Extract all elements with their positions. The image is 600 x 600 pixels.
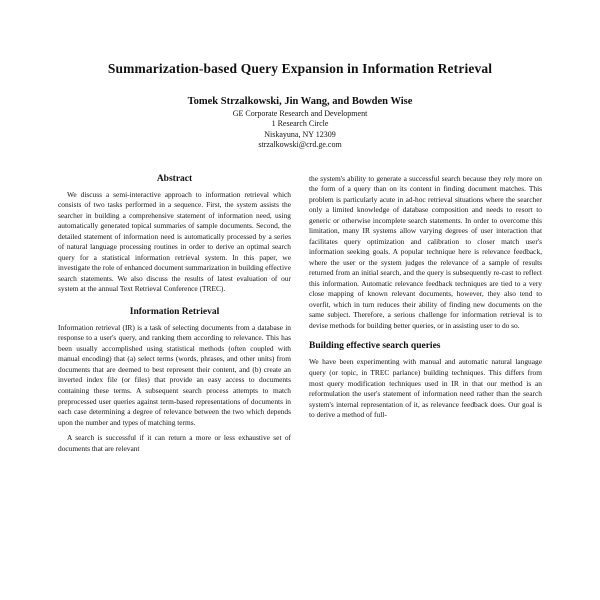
continuation-paragraph: the system's ability to generate a successful search because they rely more on the form of a query than on its content in finding document matches. This problem is particularly acute in ad-hoc retrieval situations where the searcher only a limited knowledge of database composition and needs to resort to generic or otherwise incomplete search statements. In order to overcome this limitation, many IR systems allow varying degrees of user interaction that facilitates query optimization and calibration to closer match user's information seeking goals. A popular technique here is relevance feedback, where the user or the system judges the relevance of a sample of results returned from an initial search, and the query is subsequently re-cast to reflect this information. Automatic relevance feedback techniques are tied to a very close mapping of known relevant documents, however, they also tend to overfit, which in turn reduces their ability of finding new documents on the same subject. Therefore, a serious challenge for information retrieval is to devise methods for building better queries, or in assisting user to do so. (309, 173, 542, 330)
affiliation-block (58, 109, 542, 151)
abstract-paragraph: We discuss a semi-interactive approach to information retrieval which consists of two tasks performed in a sequence. First, the system assists the searcher in building a comprehensive statement of information need, using automatically generated topical summaries of sample documents. Second, the detailed statement of information need is automatically processed by a series of natural language processing routines in order to derive an optimal search query for a statistical information retrieval system. In this paper, we investigate the role of enhanced document summarization in building effective search statements. We also discuss the results of latest evaluation of our system at the annual Text Retrieval Conference (TREC). (58, 189, 291, 294)
information-retrieval-paragraph-2: A search is successful if it can return a more or less exhaustive set of documents that are relevant (58, 433, 291, 453)
information-retrieval-paragraph-1: Information retrieval (IR) is a task of selecting documents from a database in response to a user's query, and ranking them according to relevance. This has been usually accomplished using statistical methods (often coupled with manual encoding) that (a) select terms (words, phrases, and other units) from documents that are deemed to best represent their content, and (b) create an inverted index file (or files) that provide an easy access to documents containing these terms. A subsequent search process attempts to match preprocessed user queries against term-based representations of documents in each case determining a degree of relevance between the two which depends upon the number and types of matching terms. (58, 322, 291, 427)
left-column (58, 167, 291, 459)
right-column (309, 167, 542, 459)
author-list: Tomek Strzalkowski, Jin Wang, and Bowden Wise (187, 95, 413, 107)
information-retrieval-heading: Information Retrieval (129, 306, 220, 317)
two-column-body (58, 167, 542, 459)
page-title: Summarization-based Query Expansion in Information Retrieval (107, 61, 493, 76)
effective-queries-paragraph-1: We have been experimenting with manual and automatic natural language query (or topic, in TREC parlance) building techniques. This differs from most query modification techniques used in IR in that our method is an reformulation the user's statement of information need rather than the search system's internal representation of it, as relevance feedback does. Our goal is to derive a method of full- (309, 357, 542, 420)
affiliation-line-address: 1 Research Circle (271, 119, 329, 129)
affiliation-line-city: Niskayuna, NY 12309 (264, 129, 336, 139)
affiliation-line-organization: GE Corporate Research and Development (232, 108, 368, 118)
affiliation-line-email: strzalkowski@crd.ge.com (258, 140, 342, 150)
effective-queries-heading: Building effective search queries (309, 341, 441, 352)
abstract-heading: Abstract (156, 173, 193, 184)
